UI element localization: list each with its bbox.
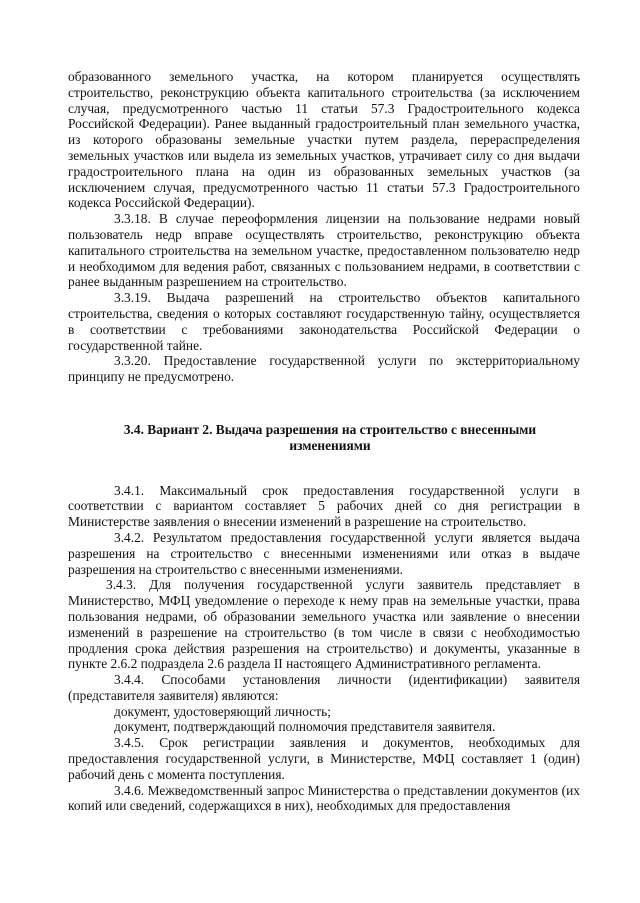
paragraph-3-4-3: 3.4.3. Для получения государственной услуги заявитель представляет в Министерство, МФЦ уведомление о переходе к нему прав на земельные участки, права пользования недрами, об образовании земельного участка или заявление о внесении изменений в разрешение на строительство (в том числе в связи с необходимостью продления срока действия разрешения на строительство) и документы, указанные в пункте 2.6.2 подраздела 2.6 раздела II настоящего Административного регламента. — [68, 577, 580, 672]
paragraph-3-3-18: 3.3.18. В случае переоформления лицензии на пользование недрами новый пользователь недр вправе осуществлять строительство, реконструкцию объекта капитального строительства на земельном участке, предоставленном пользователю недр и необходимом для ведения работ, связанных с пользованием недрами, в соответствии с ранее выданным разрешением на строительство. — [68, 211, 580, 290]
paragraph-3-4-2: 3.4.2. Результатом предоставления государственной услуги является выдача разрешения на строительство с внесенными изменениями или отказ в выдаче разрешения на строительство с внесенными изменениями. — [68, 529, 580, 577]
paragraph-3-4-5: 3.4.5. Срок регистрации заявления и документов, необходимых для предоставления государственной услуги, в Министерстве, МФЦ составляет 1 (один) рабочий день с момента поступления. — [68, 735, 580, 782]
document-body — [68, 69, 580, 814]
paragraph-continuation: образованного земельного участка, на котором планируется осуществлять строительство, реконструкцию объекта капитального строительства (за исключением случая, предусмотренного частью 11 статьи 57.3 Градостроительного кодекса Российской Федерации). Ранее выданный градостроительный план земельного участка, из которого образованы земельные участки путем раздела, перераспределения земельных участков или выдела из земельных участков, утрачивает силу со дня выдачи градостроительного плана на один из образованных земельных участков (за исключением случая, предусмотренного частью 11 статьи 57.3 Градостроительного кодекса Российской Федерации). — [68, 69, 580, 211]
paragraph-3-4-6: 3.4.6. Межведомственный запрос Министерства о представлении документов (их копий или сведений, содержащихся в них), необходимых для предоставления — [68, 782, 580, 814]
list-item-authority-document: документ, подтверждающий полномочия представителя заявителя. — [114, 719, 496, 735]
list-item-identity-document: документ, удостоверяющий личность; — [114, 703, 331, 719]
paragraph-3-3-20: 3.3.20. Предоставление государственной услуги по экстерриториальному принципу не предусмотрено. — [68, 353, 580, 385]
paragraph-3-3-19: 3.3.19. Выдача разрешений на строительство объектов капитального строительства, сведения о которых составляют государственную тайну, осуществляется в соответствии с требованиями законодательства Российской Федерации о государственной тайне. — [68, 290, 580, 353]
paragraph-3-4-4: 3.4.4. Способами установления личности (идентификации) заявителя (представителя заявителя) являются: — [68, 672, 580, 703]
section-heading: 3.4. Вариант 2. Выдача разрешения на строительство с внесенными изменениями — [123, 421, 537, 453]
paragraph-3-4-1: 3.4.1. Максимальный срок предоставления государственной услуги в соответствии с вариантом составляет 5 рабочих дней со дня регистрации в Министерстве заявления о внесении изменений в разрешение на строительство. — [68, 482, 580, 530]
